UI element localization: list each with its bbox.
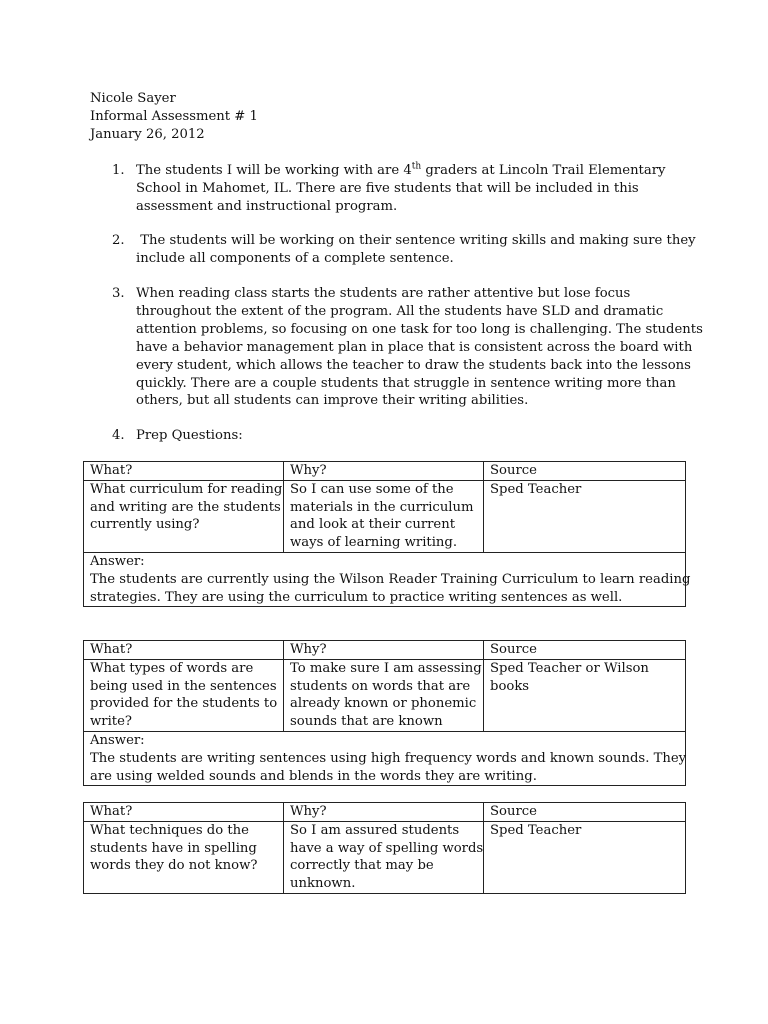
why-cell: So I am assured students have a way of spelling words correctly that may be unknown.: [284, 821, 484, 893]
source-cell: Sped Teacher: [484, 821, 686, 893]
item-3-text: [136, 285, 703, 410]
item-4-number: 4.: [112, 428, 125, 443]
why-cell: So I can use some of the materials in the curriculum and look at their current ways of learning writing.: [284, 480, 484, 552]
item-2-line-2: include all components of a complete sentence.: [136, 250, 454, 266]
header-source: Source: [484, 803, 686, 822]
header-why: Why?: [284, 641, 484, 660]
item-2-line-1: The students will be working on their sentence writing skills and making sure they: [136, 233, 696, 248]
answer-row: [84, 731, 686, 785]
item-1-line-1: The students I will be working with are 4th graders at Lincoln Trail Elementary: [136, 161, 666, 178]
document-date: January 26, 2012: [90, 127, 205, 142]
table-header-row: [84, 641, 686, 660]
item-3-line-5: every student, which allows the teacher to draw the students back into the lessons: [136, 357, 691, 373]
item-2-number: 2.: [112, 233, 125, 248]
answer-label: Answer:: [90, 732, 145, 748]
assessment-title: Informal Assessment # 1: [90, 109, 258, 124]
item-2-text: [136, 232, 696, 268]
header-source: Source: [484, 462, 686, 481]
source-cell: Sped Teacher or Wilson books: [484, 659, 686, 731]
item-3-line-7: others, but all students can improve their writing abilities.: [136, 393, 529, 409]
item-3-line-2: throughout the extent of the program. All the students have SLD and dramatic: [136, 303, 664, 319]
source-cell: Sped Teacher: [484, 480, 686, 552]
what-cell: What curriculum for reading and writing are the students currently using?: [84, 480, 284, 552]
header-what: What?: [84, 803, 284, 822]
item-1-line-2: School in Mahomet, IL. There are five students that will be included in this: [136, 180, 639, 196]
table-header-row: [84, 803, 686, 822]
table-row: [84, 480, 686, 552]
item-1-number: 1.: [112, 163, 125, 178]
header-what: What?: [84, 462, 284, 481]
header-why: Why?: [284, 462, 484, 481]
why-cell: To make sure I am assessing students on words that are already known or phonemic sounds that are known: [284, 659, 484, 731]
prep-question-table-3: [83, 802, 686, 894]
item-4-line-1: Prep Questions:: [136, 428, 243, 443]
what-cell: What techniques do the students have in spelling words they do not know?: [84, 821, 284, 893]
prep-question-table-1: [83, 461, 691, 607]
item-3-line-4: have a behavior management plan in place that is consistent across the board with: [136, 339, 693, 355]
what-cell: What types of words are being used in the sentences provided for the students to write?: [84, 659, 284, 731]
answer-cell: Answer: The students are currently using the Wilson Reader Training Curriculum to learn reading strategies. They are using the curriculum to practice writing sentences as well.: [84, 552, 686, 606]
answer-cell: Answer: The students are writing sentences using high frequency words and known sounds. They are using welded sounds and blends in the words they are writing.: [84, 731, 686, 785]
table-header-row: [84, 462, 686, 481]
table-row: [84, 821, 686, 893]
answer-label: Answer:: [90, 553, 145, 569]
prep-question-table-2: [83, 640, 686, 786]
header-source: Source: [484, 641, 686, 660]
author-name: Nicole Sayer: [90, 91, 176, 106]
item-3-line-1: When reading class starts the students are rather attentive but lose focus: [136, 286, 631, 301]
table-row: [84, 659, 686, 731]
item-3-line-3: attention problems, so focusing on one task for too long is challenging. The students: [136, 321, 703, 337]
item-3-number: 3.: [112, 286, 125, 301]
answer-row: [84, 552, 686, 606]
item-1-text: [136, 162, 681, 216]
item-4-text: [136, 427, 681, 445]
header-why: Why?: [284, 803, 484, 822]
item-3-line-6: quickly. There are a couple students that struggle in sentence writing more than: [136, 375, 676, 391]
header-what: What?: [84, 641, 284, 660]
item-1-line-3: assessment and instructional program.: [136, 198, 398, 214]
